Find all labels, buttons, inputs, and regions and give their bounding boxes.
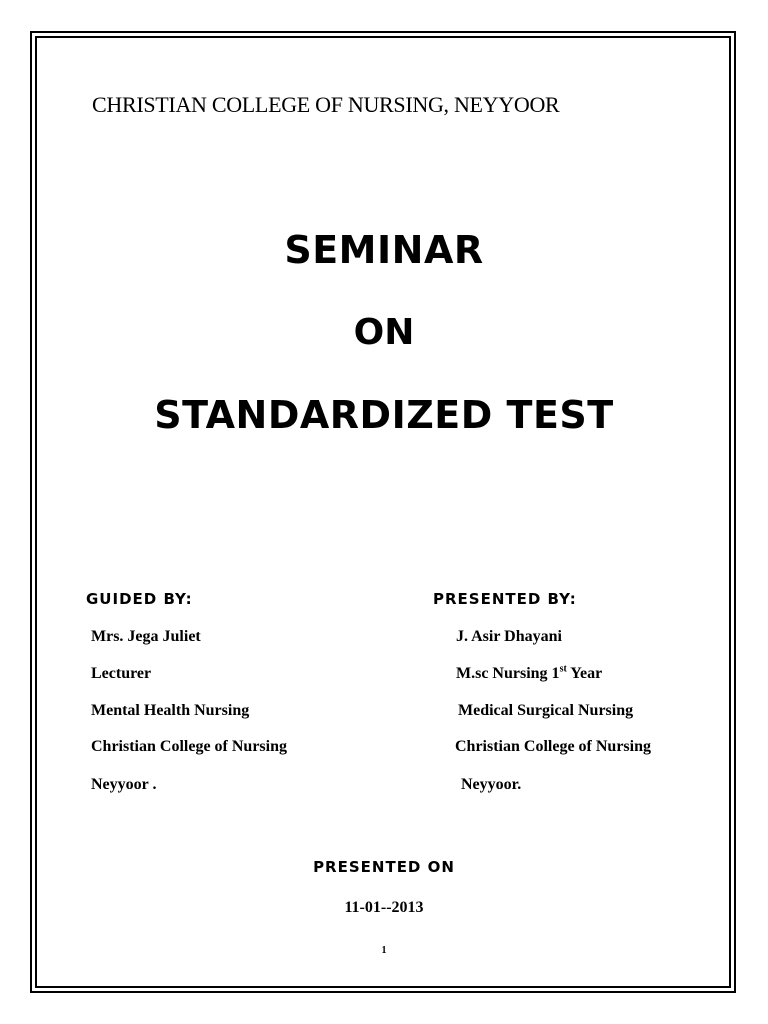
presenter-institution: Christian College of Nursing: [455, 738, 651, 755]
presenter-department: Medical Surgical Nursing: [458, 702, 634, 719]
presenter-course-sup: st: [559, 663, 567, 675]
presenter-place: Neyyoor.: [461, 776, 522, 793]
presented-by-heading: PRESENTED BY:: [433, 590, 577, 608]
guide-department: Mental Health Nursing: [91, 702, 250, 719]
presenter-course-suffix: Year: [566, 665, 603, 682]
presented-on-heading: PRESENTED ON: [313, 858, 455, 876]
guide-institution: Christian College of Nursing: [91, 738, 287, 755]
presenter-course-prefix: M.sc Nursing 1: [456, 665, 560, 682]
presenter-name: J. Asir Dhayani: [456, 628, 562, 645]
title-line-3: STANDARDIZED TEST: [154, 393, 614, 437]
guide-name: Mrs. Jega Juliet: [91, 628, 201, 645]
guide-place: Neyyoor .: [91, 776, 157, 793]
guided-by-heading: GUIDED BY:: [86, 590, 193, 608]
page-border-inner: [35, 36, 731, 988]
presentation-date: 11-01--2013: [344, 899, 424, 916]
presenter-course: [456, 665, 602, 683]
college-name: CHRISTIAN COLLEGE OF NURSING, NEYYOOR: [92, 92, 560, 117]
title-line-1: SEMINAR: [284, 228, 484, 272]
page-number: 1: [381, 945, 387, 956]
title-line-2: ON: [353, 312, 415, 353]
guide-designation: Lecturer: [91, 665, 152, 682]
